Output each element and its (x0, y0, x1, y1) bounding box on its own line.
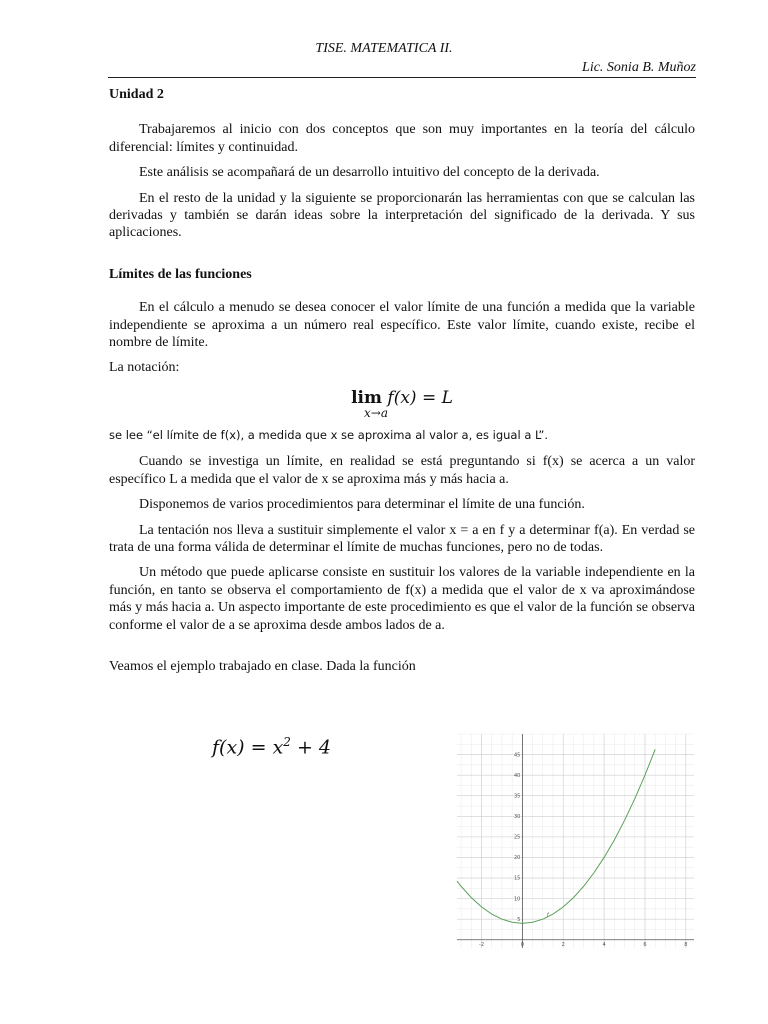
limit-operator: lim (351, 387, 382, 408)
unit-heading: Unidad 2 (109, 87, 164, 102)
document-body (109, 86, 695, 675)
x-tick-label: 4 (602, 941, 606, 948)
y-tick-label: 25 (514, 834, 521, 841)
curve-label: f (546, 912, 549, 919)
limit-paragraph-3: La tentación nos lleva a sustituir simplemente el valor x = a en f y a determinar f(a). En verdad se trata de una forma válida de determinar el límite de muchas funciones, pero no de todas. (109, 522, 695, 555)
header-title: TISE. MATEMATICA II. (315, 41, 453, 56)
intro-paragraph-1: Trabajaremos al inicio con dos conceptos que son muy importantes en la teoría del cálculo diferencial: límites y continuidad. (109, 122, 695, 155)
x-tick-label: 0 (520, 941, 524, 948)
notation-label: La notación: (109, 360, 180, 376)
x-tick-label: 8 (684, 941, 688, 948)
y-tick-label: 20 (514, 855, 521, 862)
header-divider (108, 77, 696, 78)
limit-paragraph-2: Disponemos de varios procedimientos para determinar el límite de una función. (139, 497, 585, 513)
x-tick-label: 6 (643, 941, 647, 948)
limit-subscript: x→a (364, 405, 388, 420)
x-tick-label: 2 (561, 941, 565, 948)
limit-equation (109, 389, 695, 419)
function-lhs: f(x) = x (212, 736, 284, 759)
limit-paragraph-1: Cuando se investiga un límite, en realidad se está preguntando si f(x) se acerca a un valor específico L a medida que el valor de x se aproxima más y más hacia a. (109, 454, 695, 487)
y-tick-label: 35 (514, 793, 521, 800)
graph-axes (457, 734, 694, 948)
function-rhs: + 4 (290, 736, 332, 759)
y-tick-label: 10 (514, 896, 521, 903)
y-tick-label: 40 (514, 772, 521, 779)
y-tick-label: 5 (517, 916, 521, 923)
example-intro: Veamos el ejemplo trabajado en clase. Dada la función (109, 658, 416, 674)
parabola-curve (457, 749, 655, 923)
graph-tick-labels (479, 752, 687, 947)
x-tick-label: -2 (479, 941, 485, 948)
function-graph (453, 730, 698, 952)
header-author: Lic. Sonia B. Muñoz (582, 60, 696, 75)
graph-grid (457, 734, 694, 948)
limits-intro-paragraph: En el cálculo a menudo se desea conocer el valor límite de una función a medida que la variable independiente se aproxima a un número real específico. Este valor límite, cuando existe, recibe el nombre de límite. (109, 300, 695, 351)
limit-paragraph-4: Un método que puede aplicarse consiste en sustituir los valores de la variable independiente en la función, en tanto se observa el comportamiento de f(x) a medida que el valor de x va aproximándose más y más hacia a. Un aspecto importante de este procedimiento es que el valor de la función se observa conforme el valor de a se aproxima desde ambos lados de a. (109, 565, 695, 633)
intro-paragraph-3: En el resto de la unidad y la siguiente se proporcionarán las herramientas con que se calculan las derivadas y también se darán ideas sobre la interpretación del significado de la derivada. Y sus aplicaciones. (109, 190, 695, 241)
limit-expression: f(x) = L (387, 387, 453, 408)
y-tick-label: 15 (514, 875, 521, 882)
reads-as-line: se lee “el límite de f(x), a medida que x se aproxima al valor a, es igual a L”. (109, 427, 549, 442)
y-tick-label: 45 (514, 752, 521, 759)
function-exponent: 2 (283, 735, 291, 749)
intro-paragraph-2: Este análisis se acompañará de un desarrollo intuitivo del concepto de la derivada. (139, 165, 600, 181)
y-tick-label: 30 (514, 814, 521, 821)
section-heading: Límites de las funciones (109, 266, 252, 282)
function-equation (212, 735, 331, 758)
